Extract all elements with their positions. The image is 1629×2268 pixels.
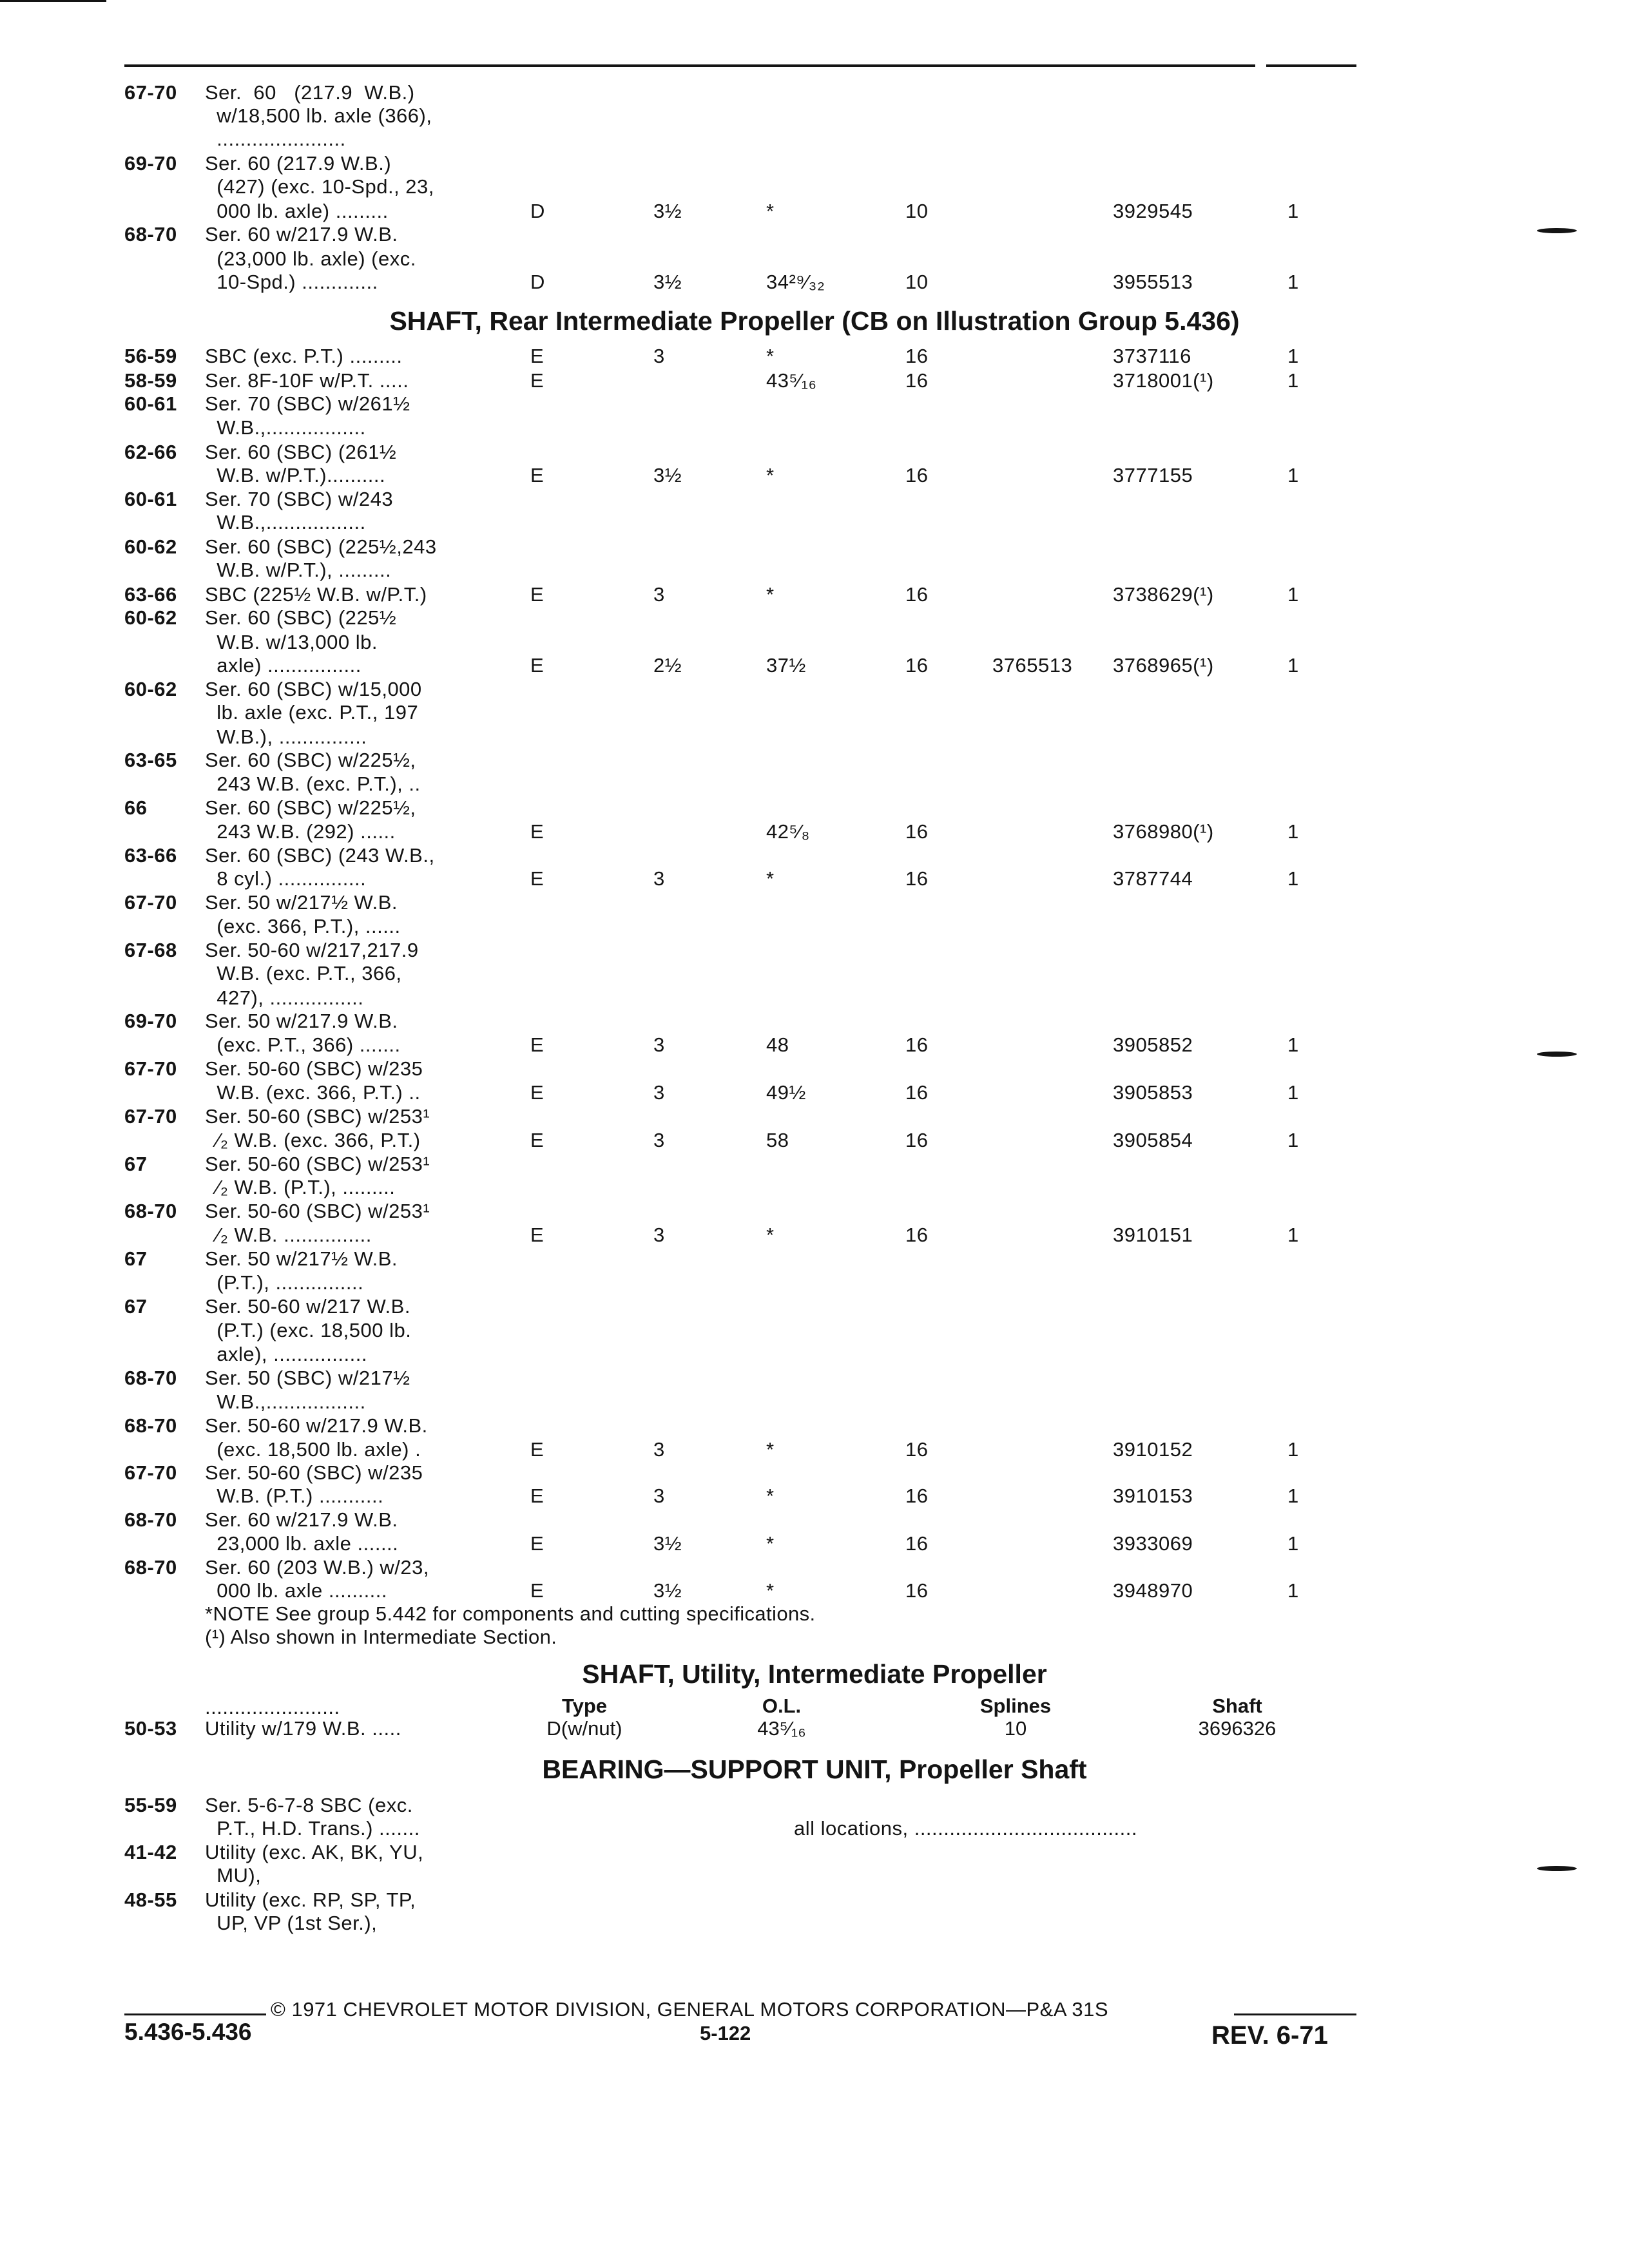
copyright-line: © 1971 CHEVROLET MOTOR DIVISION, GENERAL MOTORS CORPORATION—P&A 31S	[271, 1998, 1109, 2021]
description: W.B. (P.T.) ...........	[205, 1485, 384, 1507]
description: 8 cyl.) ...............	[205, 867, 367, 890]
splines-cell: 16	[905, 1224, 929, 1246]
diameter-cell: 3	[653, 1081, 665, 1104]
type-cell: E	[530, 1485, 545, 1507]
length-cell: *	[766, 867, 775, 890]
year-range: 63-66	[124, 844, 177, 867]
year-range: 67	[124, 1295, 148, 1318]
description: w/18,500 lb. axle (366),	[205, 104, 432, 127]
description: Ser. 50-60 w/217 W.B.	[205, 1295, 410, 1318]
description: Ser. 70 (SBC) w/243	[205, 488, 394, 510]
year-range: 67-68	[124, 939, 177, 961]
description: Ser. 60 (SBC) w/15,000	[205, 678, 422, 700]
description: Ser. 70 (SBC) w/261½	[205, 392, 410, 415]
description: Ser. 50-60 (SBC) w/253¹	[205, 1200, 430, 1222]
description: (427) (exc. 10-Spd., 23,	[205, 175, 434, 198]
corner-rule	[0, 0, 106, 2]
description: 427), ................	[205, 986, 364, 1009]
description: Ser. 8F-10F w/P.T. .....	[205, 369, 409, 392]
description: Ser. 60 (203 W.B.) w/23,	[205, 1556, 429, 1579]
description: Ser. 5-6-7-8 SBC (exc.	[205, 1794, 413, 1816]
description: Ser. 60 (SBC) (225½,243	[205, 535, 437, 558]
splines-cell: 16	[905, 1129, 929, 1151]
splines-cell: 16	[905, 820, 929, 843]
quantity: 1	[1287, 271, 1299, 293]
section-heading: SHAFT, Utility, Intermediate Propeller	[582, 1659, 1047, 1689]
quantity: 1	[1287, 583, 1299, 606]
part-number: 3905852	[1113, 1033, 1193, 1056]
length-cell: 34²⁹⁄₃₂	[766, 271, 825, 293]
type-cell: D	[530, 271, 545, 293]
description: ......................	[205, 128, 346, 150]
description: 243 W.B. (292) ......	[205, 820, 396, 843]
column-header-type: Type	[561, 1695, 608, 1717]
quantity: 1	[1287, 867, 1299, 890]
description: Ser. 50-60 (SBC) w/235	[205, 1461, 423, 1484]
type-cell: E	[530, 464, 545, 486]
description: W.B.), ...............	[205, 726, 367, 748]
quantity: 1	[1287, 1532, 1299, 1555]
part-number: 3910153	[1113, 1485, 1193, 1507]
description: Ser. 60 (SBC) w/225½,	[205, 796, 416, 819]
splines-cell: 10	[905, 271, 929, 293]
length-cell: 37½	[766, 654, 806, 677]
splines-cell: 16	[905, 583, 929, 606]
type-cell: E	[530, 654, 545, 677]
year-range: 41-42	[124, 1841, 177, 1863]
year-range: 67-70	[124, 81, 177, 104]
description: Utility (exc. AK, BK, YU,	[205, 1841, 424, 1863]
description: W.B. w/P.T.), .........	[205, 559, 392, 581]
part-number: 3787744	[1113, 867, 1193, 890]
quantity: 1	[1287, 1081, 1299, 1104]
quantity: 1	[1287, 1224, 1299, 1246]
year-range: 60-62	[124, 678, 177, 700]
year-range: 56-59	[124, 345, 177, 367]
leader-dots: .......................	[205, 1696, 340, 1718]
footer-rule-left	[124, 2013, 266, 2015]
diameter-cell: 3	[653, 1485, 665, 1507]
diameter-cell: 3	[653, 583, 665, 606]
year-range: 63-66	[124, 583, 177, 606]
diameter-cell: 3	[653, 867, 665, 890]
diameter-cell: 3	[653, 1129, 665, 1151]
year-range: 67-70	[124, 1461, 177, 1484]
year-range: 68-70	[124, 1367, 177, 1389]
description: W.B.,.................	[205, 1390, 366, 1413]
length-cell: *	[766, 1579, 775, 1602]
splines-cell: 16	[905, 1579, 929, 1602]
description: SBC (225½ W.B. w/P.T.)	[205, 583, 427, 606]
quantity: 1	[1287, 200, 1299, 222]
description: 000 lb. axle ..........	[205, 1579, 388, 1602]
footnote: *NOTE See group 5.442 for components and cutting specifications.	[205, 1602, 816, 1625]
type-cell: E	[530, 369, 545, 392]
column-header-splines: Splines	[979, 1695, 1052, 1717]
description: 23,000 lb. axle .......	[205, 1532, 399, 1555]
year-range: 69-70	[124, 1010, 177, 1032]
description: MU),	[205, 1864, 262, 1887]
type-cell: E	[530, 1438, 545, 1461]
part-number: 3768965(¹)	[1113, 654, 1214, 677]
description: W.B.,.................	[205, 511, 366, 533]
column-header-ol: O.L.	[762, 1695, 802, 1717]
length-cell: *	[766, 464, 775, 486]
type-cell: E	[530, 583, 545, 606]
type-cell: E	[530, 820, 545, 843]
part-number: 3933069	[1113, 1532, 1193, 1555]
description: ⁄₂ W.B. ...............	[205, 1224, 372, 1246]
type-cell: E	[530, 1224, 545, 1246]
margin-tick	[1537, 1052, 1577, 1057]
description: Ser. 50 w/217.9 W.B.	[205, 1010, 398, 1032]
description: (exc. 18,500 lb. axle) .	[205, 1438, 421, 1461]
type-cell: E	[530, 867, 545, 890]
year-range: 68-70	[124, 1200, 177, 1222]
year-range: 67-70	[124, 1105, 177, 1128]
length-cell: *	[766, 583, 775, 606]
description: ⁄₂ W.B. (P.T.), .........	[205, 1176, 396, 1198]
description: axle) ................	[205, 654, 361, 677]
quantity: 1	[1287, 1129, 1299, 1151]
diameter-cell: 3½	[653, 1579, 682, 1602]
description: 000 lb. axle) .........	[205, 200, 389, 222]
length-cell: 43⁵⁄₁₆	[757, 1717, 806, 1740]
year-range: 68-70	[124, 1508, 177, 1531]
description: ⁄₂ W.B. (exc. 366, P.T.)	[205, 1129, 421, 1151]
type-cell: E	[530, 1579, 545, 1602]
description: Ser. 60 w/217.9 W.B.	[205, 1508, 398, 1531]
part-number: 3910152	[1113, 1438, 1193, 1461]
description: P.T., H.D. Trans.) .......	[205, 1817, 420, 1840]
description: Ser. 50-60 (SBC) w/235	[205, 1057, 423, 1080]
year-range: 58-59	[124, 369, 177, 392]
year-range: 60-61	[124, 392, 177, 415]
description: W.B. (exc. 366, P.T.) ..	[205, 1081, 421, 1104]
length-cell: *	[766, 1532, 775, 1555]
year-range: 48-55	[124, 1888, 177, 1911]
part-number: 3738629(¹)	[1113, 583, 1214, 606]
type-cell: E	[530, 1081, 545, 1104]
splines-cell: 10	[905, 200, 929, 222]
splines-cell: 16	[905, 369, 929, 392]
type-cell: D(w/nut)	[546, 1717, 622, 1740]
description: (exc. P.T., 366) .......	[205, 1033, 401, 1056]
description: Ser. 50-60 (SBC) w/253¹	[205, 1153, 430, 1175]
splines-cell: 10	[1004, 1717, 1027, 1740]
part-number: 3948970	[1113, 1579, 1193, 1602]
year-range: 60-61	[124, 488, 177, 510]
type-cell: E	[530, 1033, 545, 1056]
length-cell: 49½	[766, 1081, 806, 1104]
year-range: 68-70	[124, 1556, 177, 1579]
splines-cell: 16	[905, 1033, 929, 1056]
part-number: 3777155	[1113, 464, 1193, 486]
length-cell: *	[766, 345, 775, 367]
section-heading: BEARING—SUPPORT UNIT, Propeller Shaft	[542, 1754, 1087, 1784]
description: W.B.,.................	[205, 416, 366, 439]
description: (23,000 lb. axle) (exc.	[205, 247, 416, 270]
splines-cell: 16	[905, 867, 929, 890]
description: W.B. w/P.T.)..........	[205, 464, 386, 486]
year-range: 67-70	[124, 891, 177, 914]
description: (P.T.) (exc. 18,500 lb.	[205, 1319, 412, 1341]
diameter-cell: 3	[653, 1438, 665, 1461]
length-cell: 48	[766, 1033, 789, 1056]
diameter-cell: 3½	[653, 1532, 682, 1555]
quantity: 1	[1287, 1579, 1299, 1602]
column-header-shaft: Shaft	[1212, 1695, 1262, 1717]
group-range: 5.436-5.436	[124, 2019, 252, 2045]
diameter-cell: 3½	[653, 271, 682, 293]
section-heading: SHAFT, Rear Intermediate Propeller (CB on Illustration Group 5.436)	[389, 306, 1240, 336]
diameter-cell: 2½	[653, 654, 682, 677]
quantity: 1	[1287, 1438, 1299, 1461]
type-cell: E	[530, 345, 545, 367]
description: Ser. 60 (SBC) (225½	[205, 606, 397, 629]
year-range: 68-70	[124, 1414, 177, 1437]
year-range: 55-59	[124, 1794, 177, 1816]
splines-cell: 16	[905, 1081, 929, 1104]
description: Ser. 60 (SBC) (243 W.B.,	[205, 844, 435, 867]
diameter-cell: 3	[653, 1033, 665, 1056]
all-locations: all locations, ......................................	[794, 1817, 1137, 1840]
description: W.B. (exc. P.T., 366,	[205, 962, 402, 985]
splines-cell: 16	[905, 654, 929, 677]
length-cell: *	[766, 1438, 775, 1461]
description: axle), ................	[205, 1343, 367, 1365]
length-cell: *	[766, 1485, 775, 1507]
description: Ser. 60 (SBC) (261½	[205, 441, 397, 463]
description: Ser. 50 (SBC) w/217½	[205, 1367, 410, 1389]
length-cell: 43⁵⁄₁₆	[766, 369, 817, 392]
description: Ser. 50 w/217½ W.B.	[205, 1247, 398, 1270]
description: W.B. w/13,000 lb.	[205, 631, 378, 653]
description: 10-Spd.) .............	[205, 271, 378, 293]
quantity: 1	[1287, 369, 1299, 392]
year-range: 66	[124, 796, 148, 819]
description: Utility (exc. RP, SP, TP,	[205, 1888, 416, 1911]
footer-rule-right	[1234, 2013, 1356, 2015]
description: Utility w/179 W.B. .....	[205, 1717, 401, 1740]
description: (P.T.), ...............	[205, 1271, 364, 1294]
year-range: 67	[124, 1247, 148, 1270]
part-number: 3905854	[1113, 1129, 1193, 1151]
year-range: 60-62	[124, 606, 177, 629]
splines-cell: 16	[905, 1485, 929, 1507]
part-number: 3910151	[1113, 1224, 1193, 1246]
splines-cell: 16	[905, 464, 929, 486]
part-number: 3929545	[1113, 200, 1193, 222]
type-cell: D	[530, 200, 545, 222]
year-range: 69-70	[124, 152, 177, 175]
tube-number: 3765513	[992, 654, 1073, 677]
quantity: 1	[1287, 345, 1299, 367]
quantity: 1	[1287, 1485, 1299, 1507]
description: Ser. 50-60 (SBC) w/253¹	[205, 1105, 430, 1128]
part-number: 3718001(¹)	[1113, 369, 1214, 392]
description: Ser. 60 (SBC) w/225½,	[205, 749, 416, 771]
description: Ser. 60 (217.9 W.B.)	[205, 152, 392, 175]
splines-cell: 16	[905, 1532, 929, 1555]
part-number: 3955513	[1113, 271, 1193, 293]
part-number: 3737116	[1113, 345, 1191, 367]
type-cell: E	[530, 1129, 545, 1151]
year-range: 67-70	[124, 1057, 177, 1080]
description: Ser. 50 w/217½ W.B.	[205, 891, 398, 914]
length-cell: 58	[766, 1129, 789, 1151]
diameter-cell: 3	[653, 1224, 665, 1246]
year-range: 67	[124, 1153, 148, 1175]
quantity: 1	[1287, 1033, 1299, 1056]
shaft-number: 3696326	[1198, 1717, 1277, 1740]
top-rule-right	[1266, 64, 1356, 67]
diameter-cell: 3½	[653, 200, 682, 222]
part-number: 3768980(¹)	[1113, 820, 1214, 843]
year-range: 50-53	[124, 1717, 177, 1740]
quantity: 1	[1287, 464, 1299, 486]
description: (exc. 366, P.T.), ......	[205, 915, 401, 937]
margin-tick	[1537, 1866, 1577, 1871]
year-range: 60-62	[124, 535, 177, 558]
top-rule	[124, 64, 1255, 67]
splines-cell: 16	[905, 345, 929, 367]
description: Ser. 60 (217.9 W.B.)	[205, 81, 415, 104]
diameter-cell: 3½	[653, 464, 682, 486]
margin-tick	[1537, 228, 1577, 233]
splines-cell: 16	[905, 1438, 929, 1461]
quantity: 1	[1287, 820, 1299, 843]
description: 243 W.B. (exc. P.T.), ..	[205, 773, 421, 795]
length-cell: *	[766, 1224, 775, 1246]
length-cell: 42⁵⁄₈	[766, 820, 810, 843]
quantity: 1	[1287, 654, 1299, 677]
description: lb. axle (exc. P.T., 197	[205, 701, 419, 724]
revision-label: REV. 6-71	[1211, 2021, 1328, 2050]
page-number: 5-122	[700, 2022, 751, 2044]
description: Ser. 60 w/217.9 W.B.	[205, 223, 398, 245]
description: SBC (exc. P.T.) .........	[205, 345, 403, 367]
type-cell: E	[530, 1532, 545, 1555]
description: Ser. 50-60 w/217.9 W.B.	[205, 1414, 428, 1437]
diameter-cell: 3	[653, 345, 665, 367]
length-cell: *	[766, 200, 775, 222]
year-range: 63-65	[124, 749, 177, 771]
part-number: 3905853	[1113, 1081, 1193, 1104]
year-range: 62-66	[124, 441, 177, 463]
description: Ser. 50-60 w/217,217.9	[205, 939, 419, 961]
footnote: (¹) Also shown in Intermediate Section.	[205, 1626, 557, 1648]
description: UP, VP (1st Ser.),	[205, 1912, 378, 1934]
year-range: 68-70	[124, 223, 177, 245]
